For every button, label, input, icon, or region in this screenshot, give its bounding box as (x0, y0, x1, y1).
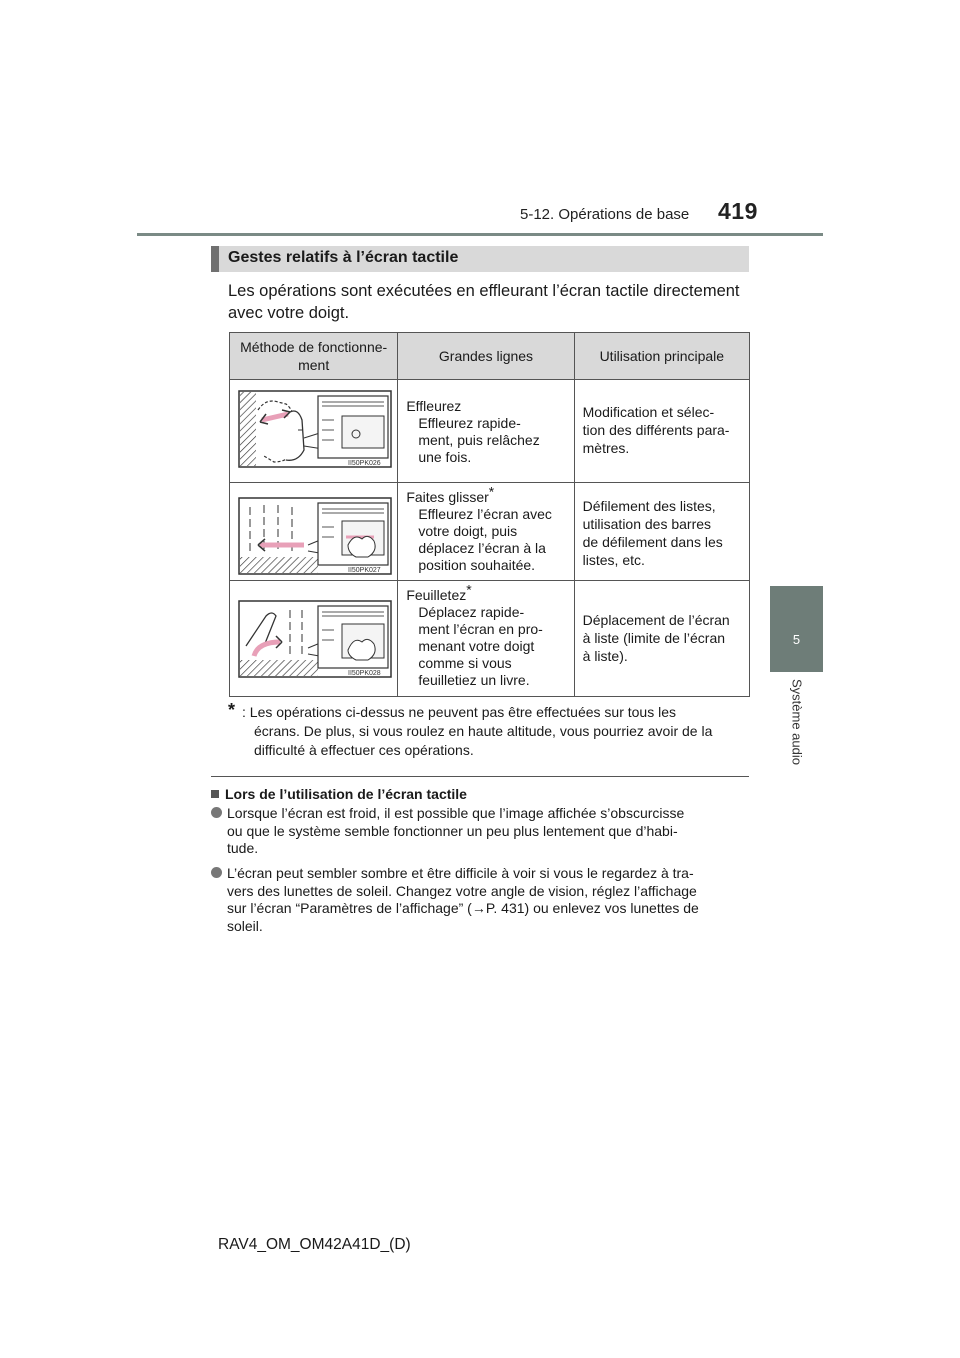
header-method: Méthode de fonctionne-ment (230, 333, 398, 380)
gesture-name: Faites glisser* (406, 483, 495, 505)
footnote-asterisk: * (228, 700, 236, 720)
asterisk-marker: * (488, 483, 495, 500)
usage-text: Déplacement de l’écran à liste (limite de l’écran à liste). (582, 612, 730, 664)
heading-accent-bar (211, 246, 219, 272)
notes-divider (211, 776, 749, 777)
header-usage: Utilisation principale (574, 333, 749, 380)
gesture-name: Feuilletez* (406, 581, 472, 603)
note-text: Lorsque l’écran est froid, il est possible que l’image affichée s’obscurcisse ou que le système semble fonctionner un peu plus lentement que d’habi- tude. (227, 805, 685, 856)
square-bullet-icon (211, 790, 219, 798)
outline-cell (398, 483, 574, 581)
drag-gesture-illustration (238, 497, 392, 575)
gesture-description: Déplacez rapide- ment l’écran en pro- menant votre doigt comme si vous feuilletiez un livre. (418, 604, 543, 688)
gesture-description: Effleurez rapide- ment, puis relâchez une fois. (418, 415, 540, 465)
usage-text: Défilement des listes, utilisation des barres de défilement dans les listes, etc. (582, 498, 723, 568)
flick-gesture-illustration (238, 600, 392, 678)
document-code: RAV4_OM_OM42A41D_(D) (218, 1236, 411, 1253)
bullet-icon (211, 867, 222, 878)
outline-cell (398, 380, 574, 483)
header-outline: Grandes lignes (398, 333, 574, 380)
chapter-number: 5 (792, 632, 801, 647)
usage-cell (574, 483, 749, 581)
method-illustration-cell (230, 483, 398, 581)
usage-text: Modification et sélec- tion des différents para- mètres. (582, 404, 730, 456)
bullet-icon (211, 807, 222, 818)
note-text: L’écran peut sembler sombre et être difficile à voir si vous le regardez à tra- vers des lunettes de soleil. Changez votre angle de vision, réglez l’affichage sur l’écran “Paramètres de l’affichage” (→P. 431) ou enlevez vos lunettes de soleil. (227, 865, 699, 934)
note-item (211, 865, 749, 935)
notes-heading: Lors de l’utilisation de l’écran tactile (211, 786, 467, 802)
chapter-tab (770, 586, 823, 672)
section-title: 5-12. Opérations de base (520, 206, 690, 223)
gesture-description: Effleurez l’écran avec votre doigt, puis déplacez l’écran à la position souhaitée. (418, 506, 552, 573)
asterisk-marker: * (466, 581, 472, 598)
table-row (230, 380, 750, 483)
svg-text:II50PK027: II50PK027 (348, 567, 381, 574)
gesture-name: Effleurez (406, 398, 462, 414)
table-header-row (230, 333, 750, 380)
chapter-label-text: Système audio (789, 679, 804, 765)
outline-cell (398, 581, 574, 697)
footnote-text: : Les opérations ci-dessus ne peuvent pas être effectuées sur tous les écrans. De plus, si vous roulez en haute altitude, vous pourriez avoir de la difficulté à effectuer ces opérations. (242, 704, 713, 758)
table-footnote (228, 700, 746, 760)
section-heading (211, 246, 749, 272)
usage-cell (574, 581, 749, 697)
usage-cell (574, 380, 749, 483)
gestures-table (229, 332, 750, 697)
intro-paragraph: Les opérations sont exécutées en effleurant l’écran tactile directement avec votre doigt. (228, 282, 740, 322)
tap-gesture-illustration (238, 390, 392, 468)
method-illustration-cell (230, 380, 398, 483)
table-row (230, 581, 750, 697)
table-row (230, 483, 750, 581)
svg-text:II50PK028: II50PK028 (348, 670, 381, 677)
method-illustration-cell (230, 581, 398, 697)
header-divider (137, 233, 823, 236)
note-item (211, 805, 749, 858)
svg-text:II50PK026: II50PK026 (348, 460, 381, 467)
section-heading-text: Gestes relatifs à l’écran tactile (228, 249, 459, 266)
page-number: 419 (718, 198, 758, 224)
chapter-label (770, 672, 823, 772)
